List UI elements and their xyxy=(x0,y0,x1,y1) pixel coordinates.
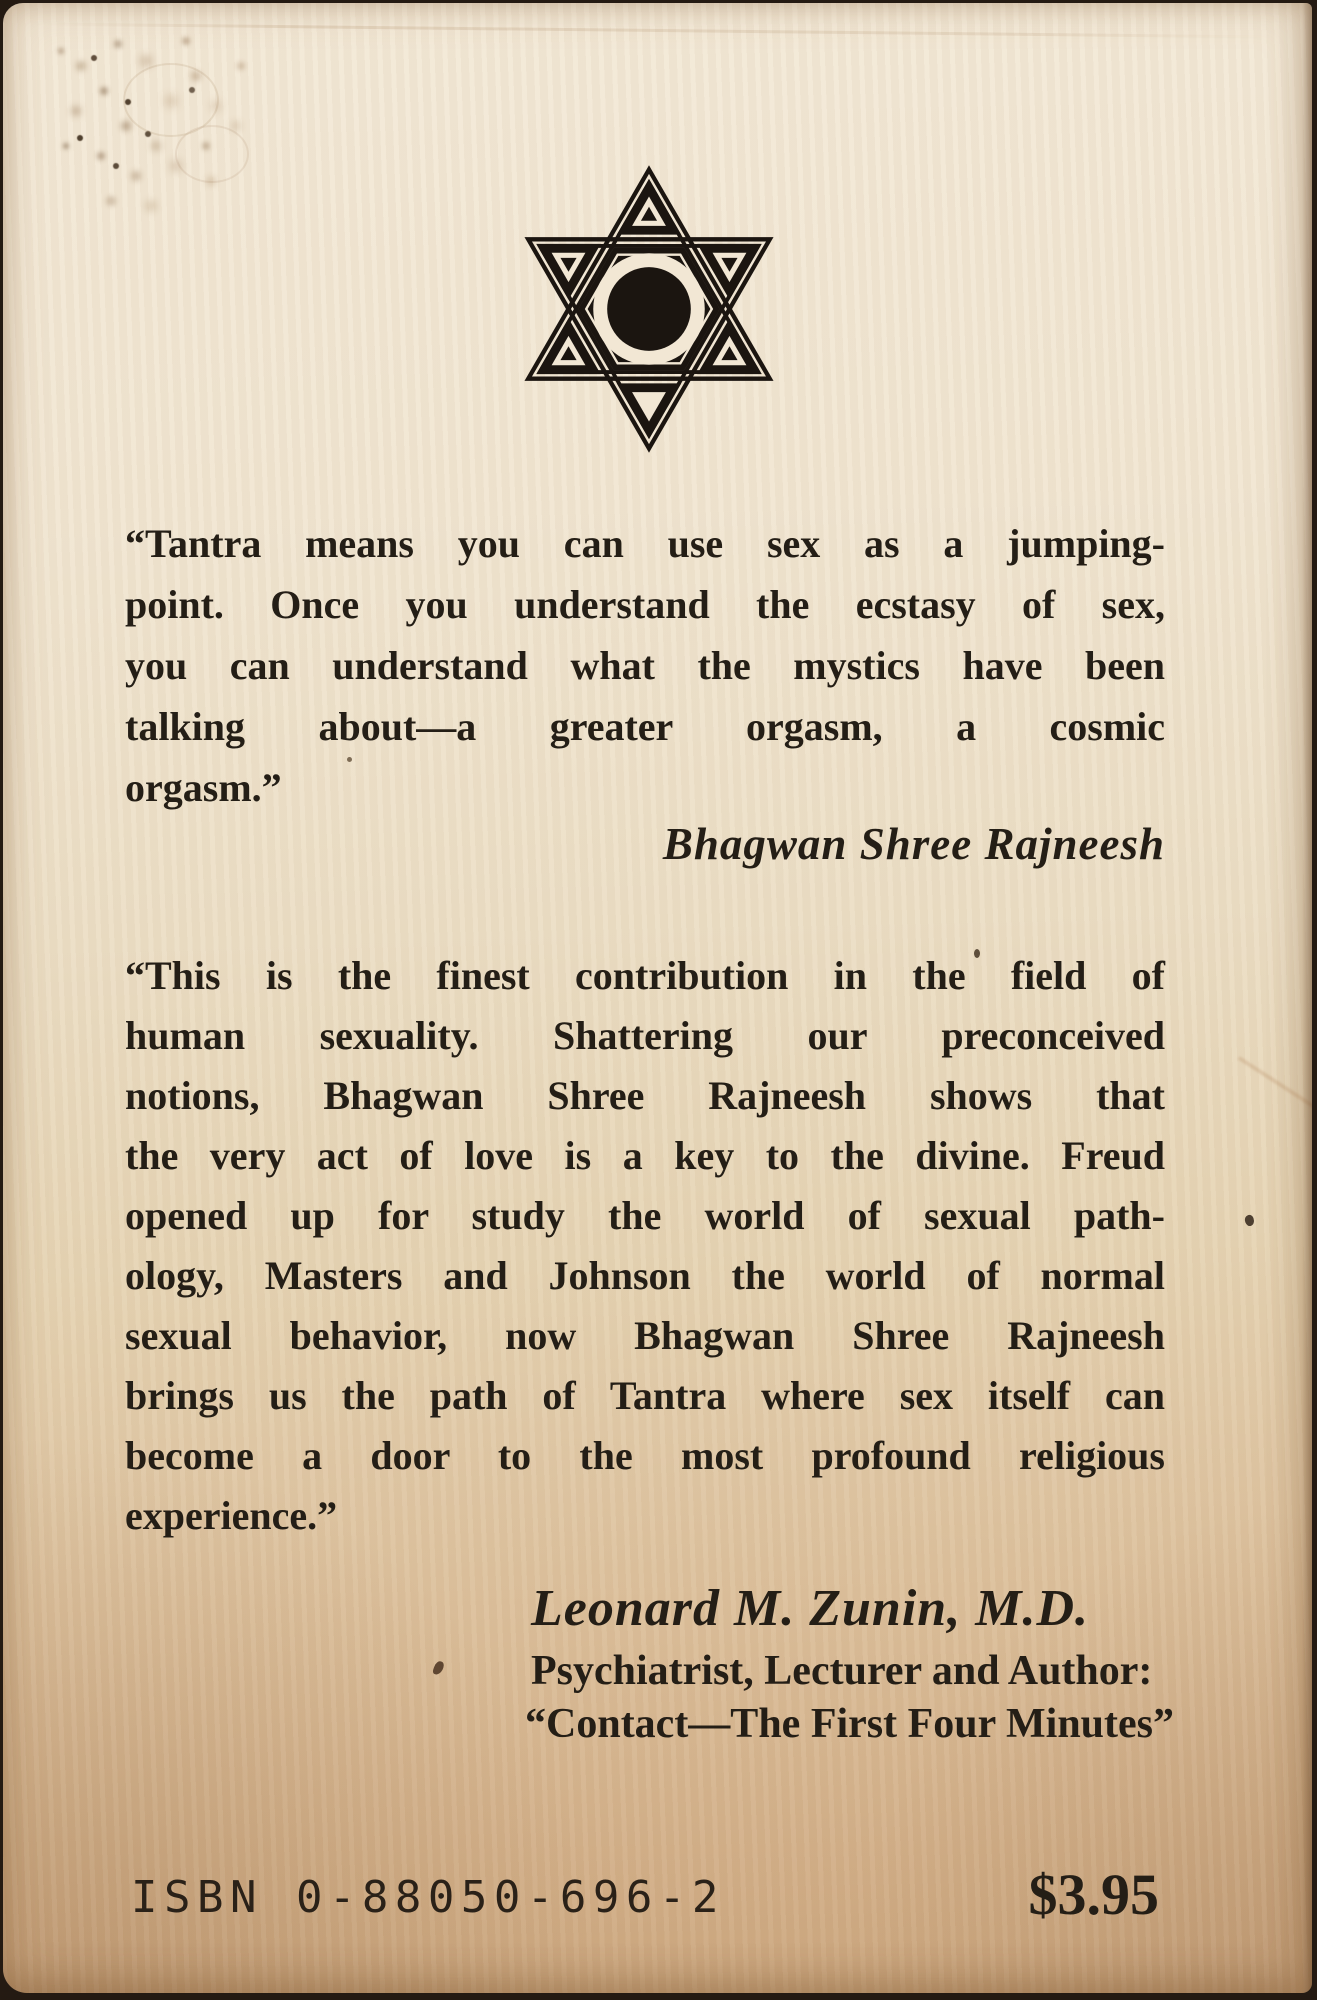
quote-line: orgasm.” xyxy=(125,765,282,810)
paper-crease xyxy=(1237,1056,1312,1130)
quote-line: opened up for study the world of sexual path- xyxy=(125,1193,1165,1238)
rajneesh-attribution: Bhagwan Shree Rajneesh xyxy=(662,819,1165,869)
quote-line: brings us the path of Tantra where sex itself can xyxy=(125,1373,1165,1418)
cover-edge-shadow xyxy=(1302,3,1312,1993)
quote-line: point. Once you understand the ecstasy of sex, xyxy=(125,582,1165,627)
quote-line: sexual behavior, now Bhagwan Shree Rajneesh xyxy=(125,1313,1165,1358)
rajneesh-quote-block xyxy=(125,513,1165,818)
quote-line: the very act of love is a key to the divine. Freud xyxy=(125,1133,1165,1178)
quote-line: experience.” xyxy=(125,1493,338,1538)
quote-line: become a door to the most profound religious xyxy=(125,1433,1165,1478)
zunin-quote-block xyxy=(125,946,1165,1546)
paper-crease xyxy=(43,23,1273,39)
quote-line: talking about—a greater orgasm, a cosmic xyxy=(125,704,1165,749)
isbn-text: ISBN 0-88050-696-2 xyxy=(131,1872,725,1923)
zunin-attribution-role: Psychiatrist, Lecturer and Author: xyxy=(531,1648,1153,1694)
paper-stain-cluster xyxy=(3,3,9,9)
paper-speck xyxy=(1243,1214,1255,1227)
quote-line: you can understand what the mystics have been xyxy=(125,643,1165,688)
zunin-attribution-book: “Contact—The First Four Minutes” xyxy=(525,1701,1175,1747)
paper-stain-ring xyxy=(175,125,249,183)
quote-line: notions, Bhagwan Shree Rajneesh shows that xyxy=(125,1073,1165,1118)
book-back-cover xyxy=(3,3,1312,1993)
paper-speck xyxy=(432,1660,445,1676)
price-text: $3.95 xyxy=(1028,1862,1159,1927)
quote-line: “Tantra means you can use sex as a jumping- xyxy=(125,521,1165,566)
quote-line: ology, Masters and Johnson the world of normal xyxy=(125,1253,1165,1298)
quote-line: “This is the finest contribution in the field of xyxy=(125,953,1165,998)
zunin-attribution-name: Leonard M. Zunin, M.D. xyxy=(531,1580,1089,1637)
quote-line: human sexuality. Shattering our preconceived xyxy=(125,1013,1165,1058)
hexagram-star-logo-icon xyxy=(524,164,774,454)
